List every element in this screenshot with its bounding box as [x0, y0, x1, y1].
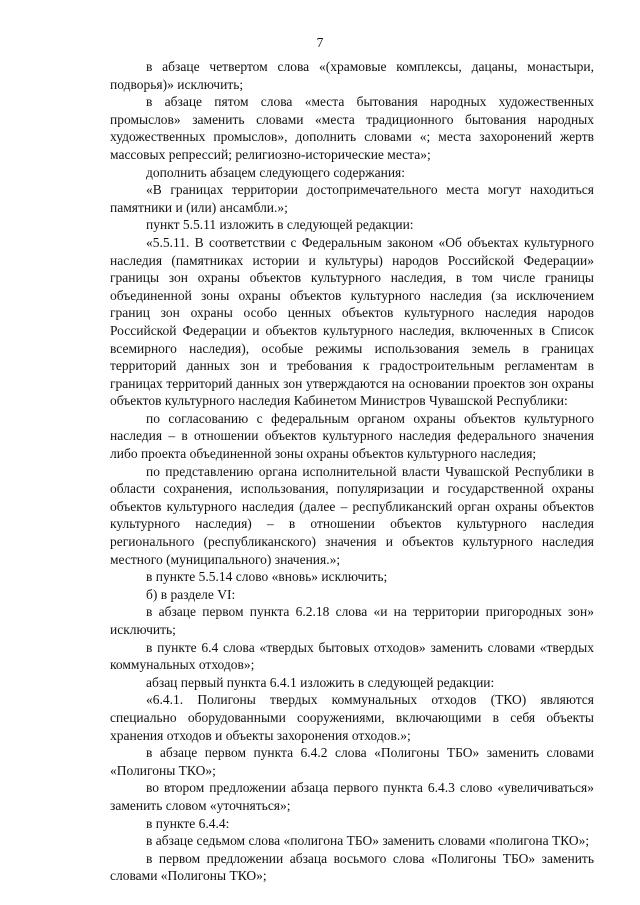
paragraph: в абзаце пятом слова «места бытования народных художественных промыслов» заменить словами «места традиционного бытования народных художественных промыслов», дополнить словами «; места захоронений жертв массовых репрессий; религиозно-исторические места»;	[110, 94, 594, 162]
paragraph: по согласованию с федеральным органом охраны объектов культурного наследия – в отношении объектов культурного наследия федерального значения либо проекта объединенной зоны охраны объектов культурного наследия;	[110, 410, 594, 462]
paragraph: дополнить абзацем следующего содержания:	[146, 164, 406, 180]
paragraph: в абзаце первом пункта 6.4.2 слова «Полигоны ТБО» заменить словами «Полигоны ТКО»;	[110, 745, 594, 778]
paragraph: пункт 5.5.11 изложить в следующей редакции:	[146, 217, 414, 233]
paragraph: «5.5.11. В соответствии с Федеральным законом «Об объектах культурного наследия (памятниках истории и культуры) народов Российской Федерации» границы зон охраны объектов культурного наследия, в том числе границы объединенной зоны охраны объектов культурного наследия (за исключением границ зон охраны особо ценных объектов культурного наследия народов Российской Федерации и объектов культурного наследия, включенных в Список всемирного наследия), особые режимы использования земель в границах территорий данных зон и требования к градостроительным регламентам в границах территорий данных зон утверждаются на основании проектов зон охраны объектов культурного наследия Кабинетом Министров Чувашской Республики:	[110, 234, 594, 409]
paragraph: в первом предложении абзаца восьмого слова «Полигоны ТБО» заменить словами «Полигоны ТКО»;	[110, 850, 594, 884]
paragraph: «В границах территории достопримечательного места могут находиться памятники и (или) ансамбли.»;	[110, 182, 594, 215]
paragraph: по представлению органа исполнительной власти Чувашской Республики в области сохранения, использования, популяризации и государственной охраны объектов культурного наследия (далее – республиканский орган охраны объектов культурного наследия) – в отношении объектов культурного наследия регионального (республиканского) значения и объектов культурного наследия местного (муниципального) значения.»;	[110, 463, 594, 567]
paragraph: «6.4.1. Полигоны твердых коммунальных отходов (ТКО) являются специально оборудованными сооружениями, включающими в себя объекты хранения отходов и объекты захоронения отходов.»;	[110, 692, 594, 743]
paragraph: в абзаце четвертом слова «(храмовые комплексы, дацаны, монастыри, подворья)» исключить;	[110, 59, 594, 92]
page-number: 7	[316, 35, 324, 50]
paragraph: б) в разделе VI:	[146, 586, 236, 602]
paragraph: в пункте 6.4.4:	[146, 815, 230, 831]
document-body	[110, 58, 594, 885]
paragraph: в пункте 5.5.14 слово «вновь» исключить;	[146, 569, 388, 585]
paragraph: в абзаце первом пункта 6.2.18 слова «и на территории пригородных зон» исключить;	[110, 604, 594, 637]
paragraph: во втором предложении абзаца первого пункта 6.4.3 слово «увеличиваться» заменить словом «уточняться»;	[110, 780, 594, 813]
paragraph: абзац первый пункта 6.4.1 изложить в следующей редакции:	[146, 674, 495, 690]
paragraph: в абзаце седьмом слова «полигона ТБО» заменить словами «полигона ТКО»;	[146, 833, 590, 849]
paragraph: в пункте 6.4 слова «твердых бытовых отходов» заменить словами «твердых коммунальных отходов»;	[110, 639, 594, 673]
